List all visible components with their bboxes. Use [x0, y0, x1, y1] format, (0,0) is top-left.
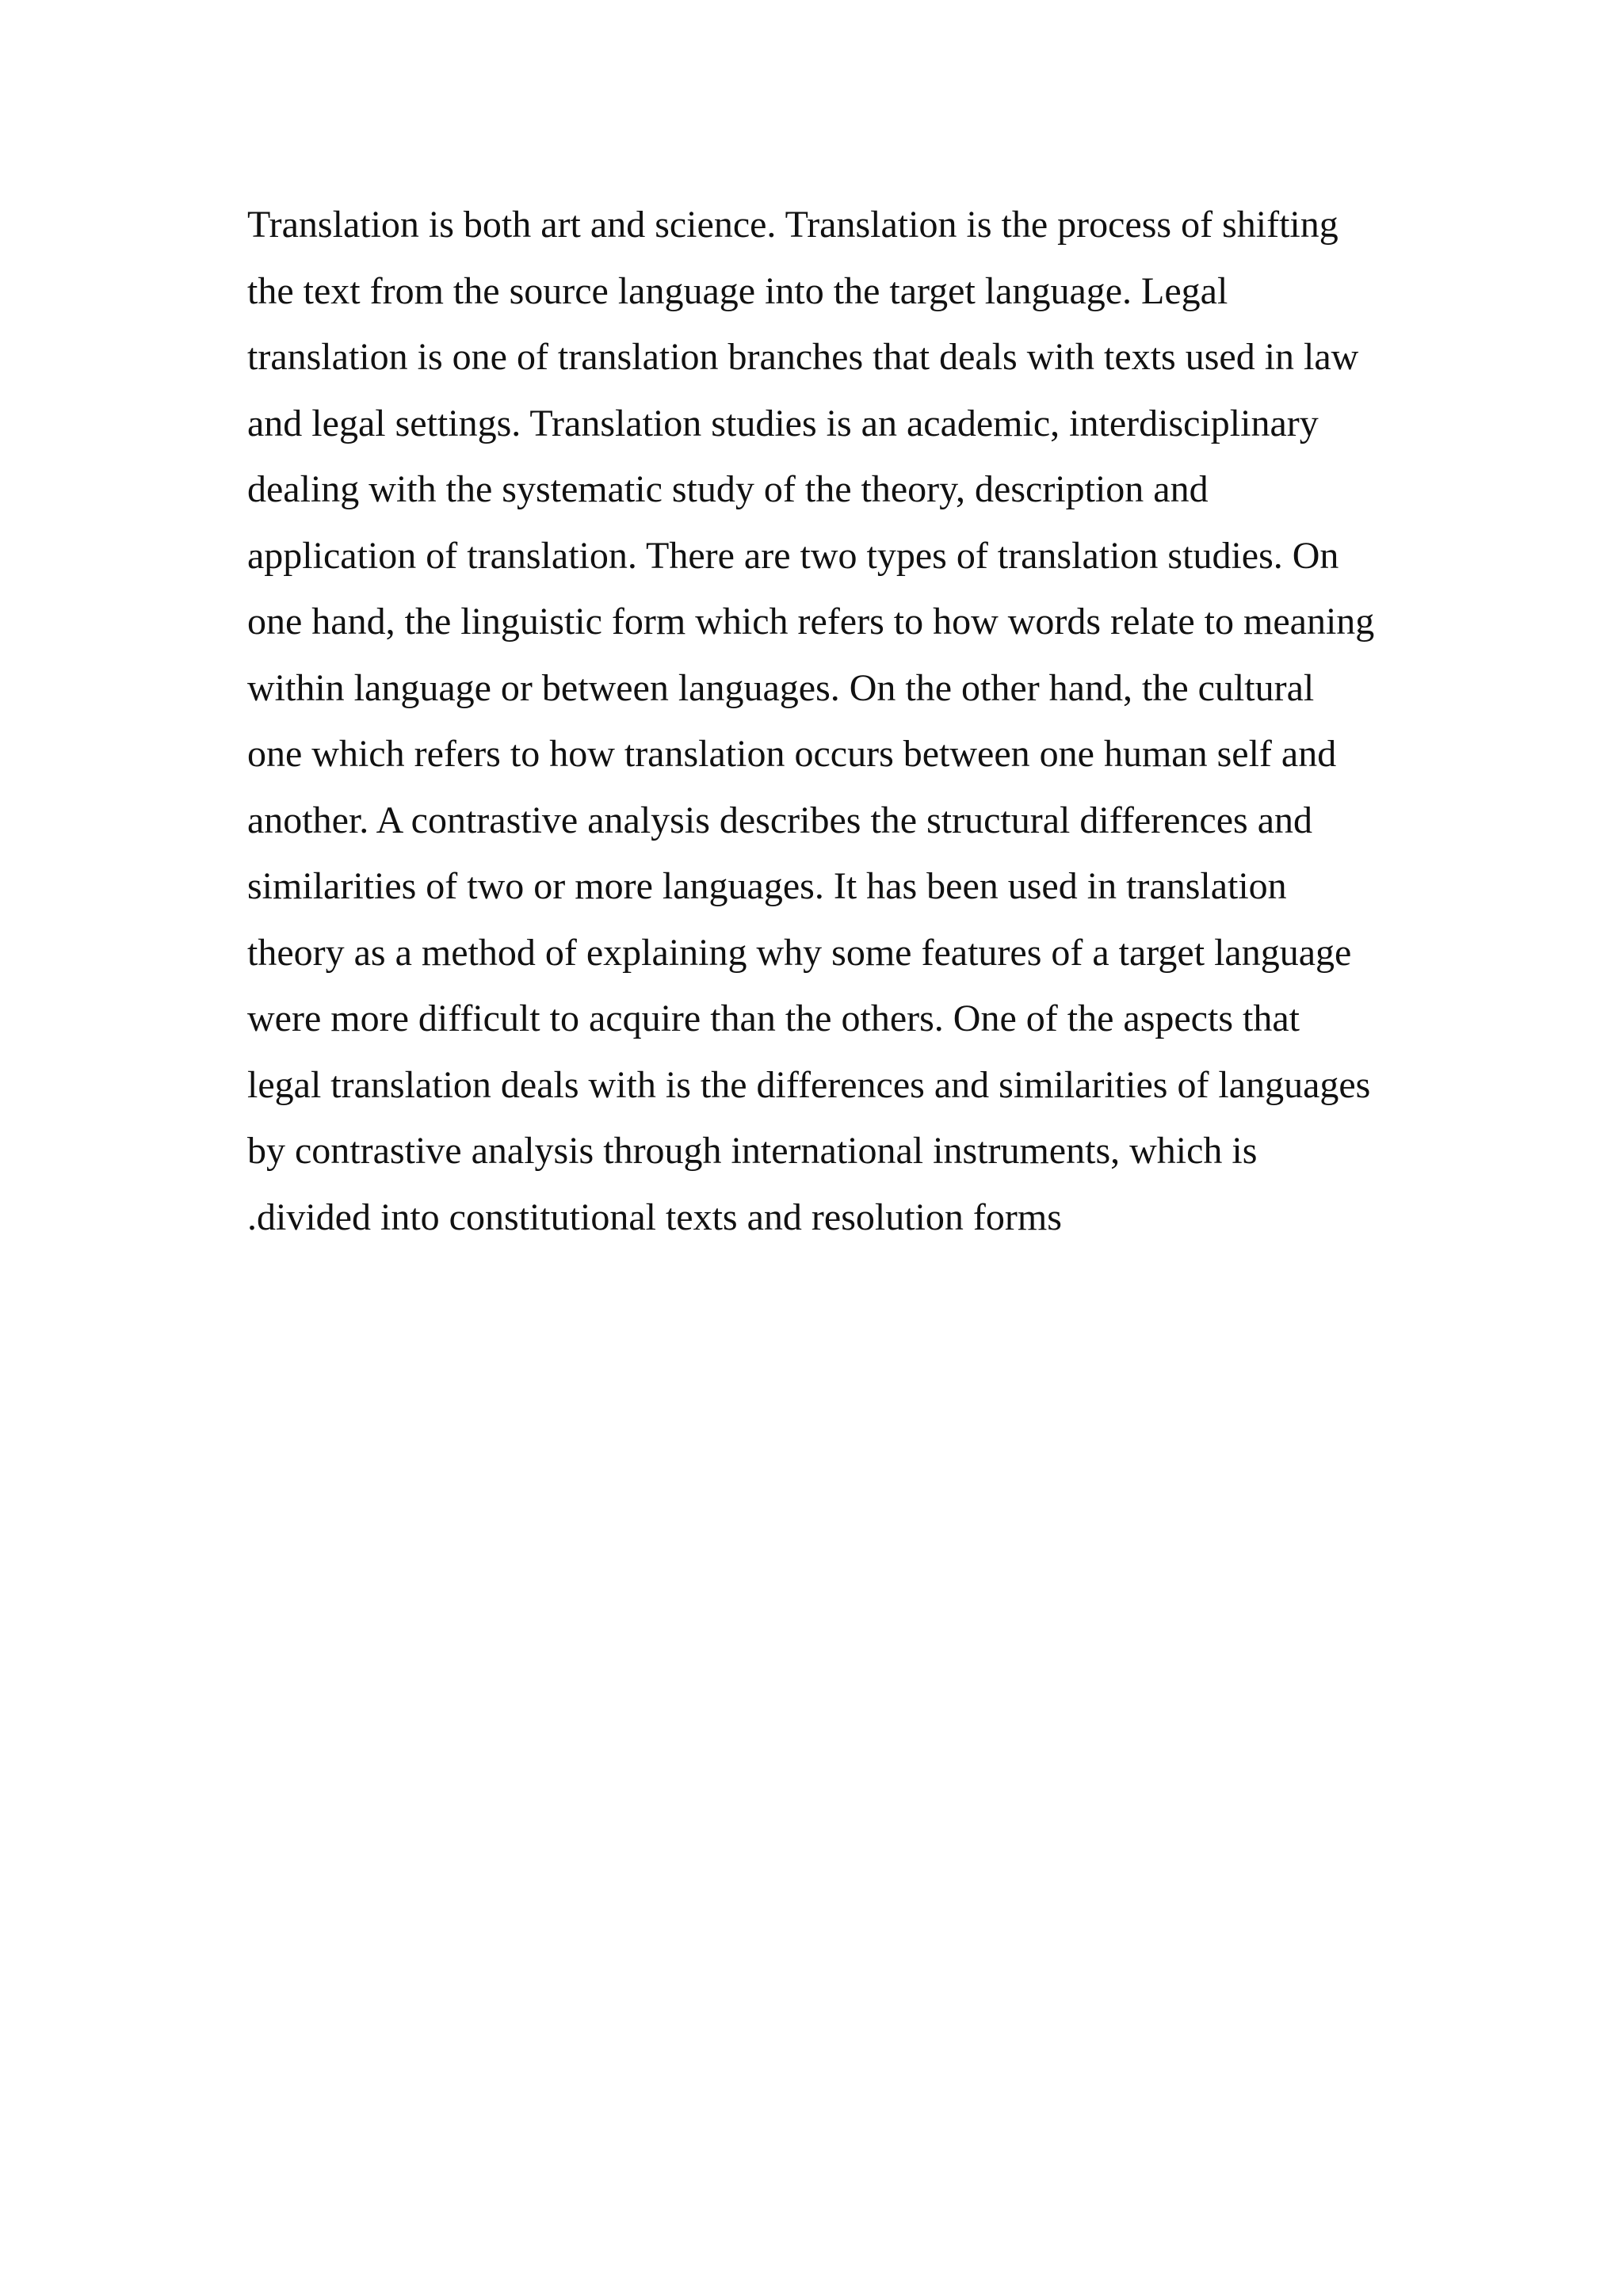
text-line: similarities of two or more languages. It has been used in translation — [247, 865, 1287, 907]
text-line: within language or between languages. On the other hand, the cultural — [247, 666, 1315, 709]
text-line: and legal settings. Translation studies is an academic, interdisciplinary — [247, 402, 1319, 444]
text-line: translation is one of translation branches that deals with texts used in law — [247, 336, 1359, 378]
text-line: legal translation deals with is the differences and similarities of languages — [247, 1063, 1371, 1106]
text-line: one which refers to how translation occurs between one human self and — [247, 733, 1337, 775]
text-line: one hand, the linguistic form which refers to how words relate to meaning — [247, 601, 1375, 643]
text-line: by contrastive analysis through international instruments, which is — [247, 1130, 1258, 1172]
text-line: the text from the source language into the target language. Legal — [247, 269, 1228, 312]
text-line: application of translation. There are two types of translation studies. On — [247, 534, 1339, 577]
text-line: another. A contrastive analysis describes the structural differences and — [247, 799, 1312, 841]
text-line: were more difficult to acquire than the others. One of the aspects that — [247, 997, 1300, 1039]
text-line: .divided into constitutional texts and resolution forms — [247, 1196, 1062, 1238]
body-paragraph — [247, 192, 1404, 1250]
text-line: Translation is both art and science. Translation is the process of shifting — [247, 204, 1338, 246]
text-line: dealing with the systematic study of the theory, description and — [247, 468, 1209, 510]
text-line: theory as a method of explaining why some features of a target language — [247, 931, 1352, 974]
